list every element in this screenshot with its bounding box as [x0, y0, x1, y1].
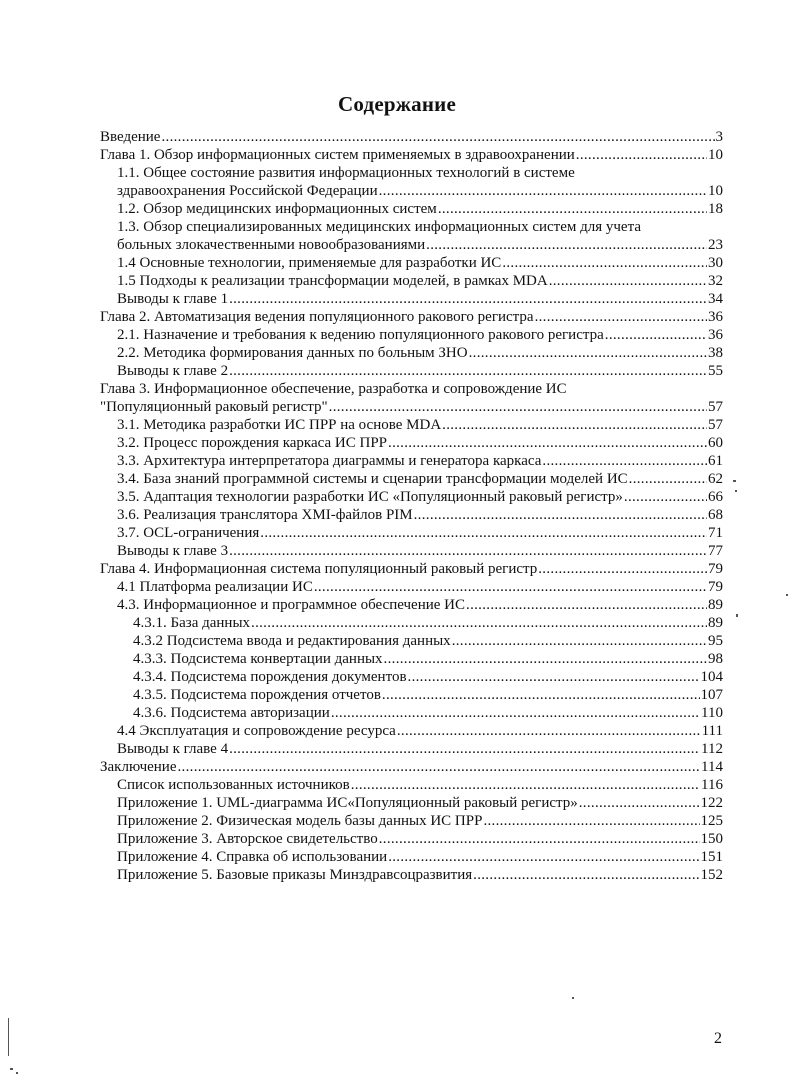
dot-leader — [466, 596, 707, 614]
scan-speck — [733, 480, 736, 482]
toc-entry — [100, 344, 723, 362]
toc-entry — [100, 506, 723, 524]
dot-leader — [414, 506, 707, 524]
toc-entry — [100, 452, 723, 470]
toc-entry-page: 89 — [708, 597, 723, 613]
scan-speck — [10, 1068, 13, 1070]
toc-entry-title: Выводы к главе 2 — [117, 363, 229, 379]
dot-leader — [379, 830, 700, 848]
toc-entry-page: 77 — [708, 543, 723, 559]
toc-entry — [100, 650, 723, 668]
toc-entry — [100, 380, 723, 398]
toc-entry — [100, 848, 723, 866]
toc-entry — [100, 614, 723, 632]
toc-entry-page: 66 — [708, 489, 723, 505]
toc-entry-page: 79 — [708, 579, 723, 595]
toc-entry-title: 4.1 Платформа реализации ИС — [117, 579, 313, 595]
toc-entry — [100, 542, 723, 560]
toc-entry-title: Приложение 5. Базовые приказы Минздравсоцразвития — [117, 867, 473, 883]
toc-entry-title: 3.4. База знаний программной системы и сценарии трансформации моделей ИС — [117, 471, 628, 487]
toc-entry-title: 1.2. Обзор медицинских информационных систем — [117, 201, 437, 217]
toc-entry-page: 89 — [708, 615, 723, 631]
dot-leader — [382, 686, 700, 704]
toc-entry-page: 36 — [708, 309, 723, 325]
toc-entry-page: 60 — [708, 435, 723, 451]
toc-entry — [100, 200, 723, 218]
toc-entry-title: 3.3. Архитектура интерпретатора диаграммы и генератора каркаса — [117, 453, 542, 469]
dot-leader — [384, 650, 707, 668]
toc-entry-title: 4.4 Эксплуатация и сопровождение ресурса — [117, 723, 396, 739]
dot-leader — [329, 398, 707, 416]
dot-leader — [605, 326, 707, 344]
toc-entry-page: 23 — [708, 237, 723, 253]
toc-entry-title: Заключение — [100, 759, 177, 775]
toc-entry-page: 32 — [708, 273, 723, 289]
dot-leader — [388, 434, 707, 452]
dot-leader — [549, 272, 707, 290]
toc-entry-title: Глава 4. Информационная система популяционный раковый регистр — [100, 561, 538, 577]
dot-leader — [473, 866, 699, 884]
dot-leader — [408, 668, 700, 686]
toc-entry-title: 4.3. Информационное и программное обеспечение ИС — [117, 597, 466, 613]
dot-leader — [229, 740, 700, 758]
toc-entry-title: 2.2. Методика формирования данных по больным ЗНО — [117, 345, 468, 361]
toc-entry-title: 4.3.6. Подсистема авторизации — [133, 705, 330, 721]
toc-entry — [100, 308, 723, 326]
dot-leader — [161, 128, 714, 146]
toc-entry-title: Глава 3. Информационное обеспечение, разработка и сопровождение ИС — [100, 381, 567, 397]
toc-entry-title: 4.3.2 Подсистема ввода и редактирования данных — [133, 633, 451, 649]
toc-entry-page: 10 — [708, 147, 723, 163]
toc-entry-page: 79 — [708, 561, 723, 577]
toc-entry-title: 3.2. Процесс порождения каркаса ИС ПРР — [117, 435, 388, 451]
toc-entry-title: Выводы к главе 1 — [117, 291, 229, 307]
toc-entry — [100, 236, 723, 254]
toc-entry — [100, 776, 723, 794]
toc-entry — [100, 524, 723, 542]
toc-entry-page: 61 — [708, 453, 723, 469]
toc-entry — [100, 812, 723, 830]
toc-entry-title: 1.4 Основные технологии, применяемые для разработки ИС — [117, 255, 502, 271]
dot-leader — [542, 452, 707, 470]
toc-entry-title: 3.5. Адаптация технологии разработки ИС «Популяционный раковый регистр» — [117, 489, 623, 505]
toc-entry-page: 55 — [708, 363, 723, 379]
scan-speck — [16, 1072, 18, 1074]
toc-entry-page: 114 — [701, 759, 723, 775]
toc-entry — [100, 704, 723, 722]
dot-leader — [502, 254, 707, 272]
toc-entry — [100, 722, 723, 740]
toc-entry-title: 1.5 Подходы к реализации трансформации моделей, в рамках MDA — [117, 273, 548, 289]
toc-entry-title: Введение — [100, 129, 161, 145]
toc-entry-title: Приложение 3. Авторское свидетельство — [117, 831, 378, 847]
toc-entry-title: 4.3.1. База данных — [133, 615, 251, 631]
toc-entry-title: Список использованных источников — [117, 777, 350, 793]
toc-entry-page: 122 — [700, 795, 723, 811]
toc-entry-title: 1.1. Общее состояние развития информационных технологий в системе — [117, 165, 575, 181]
toc-entry-title: здравоохранения Российской Федерации — [117, 183, 378, 199]
dot-leader — [469, 344, 707, 362]
dot-leader — [379, 182, 707, 200]
toc-entry — [100, 146, 723, 164]
scan-speck — [735, 490, 737, 492]
toc-entry-page: 68 — [708, 507, 723, 523]
toc-entry — [100, 560, 723, 578]
dot-leader — [535, 308, 707, 326]
toc-entry-page: 18 — [708, 201, 723, 217]
toc-entry-page: 116 — [701, 777, 723, 793]
toc-entry — [100, 254, 723, 272]
dot-leader — [397, 722, 701, 740]
toc-entry-title: Приложение 2. Физическая модель базы данных ИС ПРР — [117, 813, 483, 829]
toc-entry-title: 4.3.3. Подсистема конвертации данных — [133, 651, 383, 667]
toc-entry — [100, 398, 723, 416]
toc-entry-title: больных злокачественными новообразованиями — [117, 237, 426, 253]
toc-entry-title: Приложение 1. UML-диаграмма ИС«Популяционный раковый регистр» — [117, 795, 578, 811]
dot-leader — [351, 776, 700, 794]
toc-entry — [100, 740, 723, 758]
dot-leader — [624, 488, 707, 506]
toc-entry-page: 57 — [708, 417, 723, 433]
toc-entry — [100, 596, 723, 614]
toc-entry-page: 152 — [700, 867, 723, 883]
toc-entry — [100, 632, 723, 650]
toc-entry-page: 36 — [708, 327, 723, 343]
dot-leader — [314, 578, 707, 596]
toc-entry-title: 4.3.5. Подсистема порождения отчетов — [133, 687, 381, 703]
toc-entry — [100, 488, 723, 506]
toc-entry-page: 125 — [700, 813, 723, 829]
toc-entry — [100, 830, 723, 848]
dot-leader — [178, 758, 701, 776]
dot-leader — [576, 146, 707, 164]
toc-entry-page: 34 — [708, 291, 723, 307]
toc-entry — [100, 128, 723, 146]
dot-leader — [426, 236, 707, 254]
toc-entry-page: 10 — [708, 183, 723, 199]
toc-entry-page: 62 — [708, 471, 723, 487]
toc-entry-page: 98 — [708, 651, 723, 667]
dot-leader — [579, 794, 700, 812]
toc-entry-page: 151 — [700, 849, 723, 865]
toc-entry — [100, 686, 723, 704]
toc-entry-title: Выводы к главе 3 — [117, 543, 229, 559]
dot-leader — [629, 470, 707, 488]
page-number: 2 — [714, 1030, 722, 1047]
toc-entry-title: Глава 2. Автоматизация ведения популяционного ракового регистра — [100, 309, 534, 325]
toc-entry — [100, 164, 723, 182]
dot-leader — [260, 524, 707, 542]
dot-leader — [388, 848, 699, 866]
toc-entry-page: 57 — [708, 399, 723, 415]
toc-entry — [100, 416, 723, 434]
toc-entry-page: 150 — [700, 831, 723, 847]
toc-entry-title: "Популяционный раковый регистр" — [100, 399, 328, 415]
dot-leader — [442, 416, 707, 434]
scan-speck — [8, 1018, 9, 1056]
toc-entry-title: Глава 1. Обзор информационных систем применяемых в здравоохранении — [100, 147, 575, 163]
scan-speck — [786, 594, 788, 596]
toc-entry-title: 3.6. Реализация транслятора XMI-файлов PIM — [117, 507, 413, 523]
toc-entry — [100, 758, 723, 776]
table-of-contents — [100, 128, 723, 884]
toc-entry-title: 3.1. Методика разработки ИС ПРР на основе MDA — [117, 417, 442, 433]
toc-entry — [100, 362, 723, 380]
page-title: Содержание — [338, 92, 456, 116]
toc-entry-page: 112 — [701, 741, 723, 757]
toc-entry-page: 107 — [700, 687, 723, 703]
toc-entry — [100, 866, 723, 884]
dot-leader — [229, 290, 707, 308]
toc-entry — [100, 668, 723, 686]
toc-entry-title: Приложение 4. Справка об использовании — [117, 849, 388, 865]
dot-leader — [483, 812, 699, 830]
dot-leader — [229, 362, 707, 380]
toc-entry-page: 104 — [700, 669, 723, 685]
scan-speck — [736, 614, 738, 617]
scan-speck — [572, 997, 574, 999]
toc-entry-title: Выводы к главе 4 — [117, 741, 229, 757]
toc-entry — [100, 182, 723, 200]
toc-entry — [100, 326, 723, 344]
dot-leader — [538, 560, 707, 578]
toc-entry — [100, 434, 723, 452]
toc-entry-title: 3.7. OCL-ограничения — [117, 525, 260, 541]
toc-entry — [100, 272, 723, 290]
toc-entry-page: 110 — [701, 705, 723, 721]
toc-entry — [100, 290, 723, 308]
toc-entry-title: 1.3. Обзор специализированных медицинских информационных систем для учета — [117, 219, 641, 235]
toc-entry — [100, 578, 723, 596]
dot-leader — [452, 632, 707, 650]
toc-entry-title: 4.3.4. Подсистема порождения документов — [133, 669, 407, 685]
toc-entry — [100, 470, 723, 488]
toc-entry-page: 95 — [708, 633, 723, 649]
toc-entry-page: 30 — [708, 255, 723, 271]
toc-entry-page: 111 — [701, 723, 723, 739]
dot-leader — [438, 200, 707, 218]
toc-entry-page: 3 — [715, 129, 723, 145]
dot-leader — [229, 542, 707, 560]
toc-entry-title: 2.1. Назначение и требования к ведению популяционного ракового регистра — [117, 327, 604, 343]
toc-entry — [100, 794, 723, 812]
toc-entry-page: 38 — [708, 345, 723, 361]
dot-leader — [251, 614, 707, 632]
dot-leader — [331, 704, 700, 722]
toc-entry — [100, 218, 723, 236]
toc-entry-page: 71 — [708, 525, 723, 541]
